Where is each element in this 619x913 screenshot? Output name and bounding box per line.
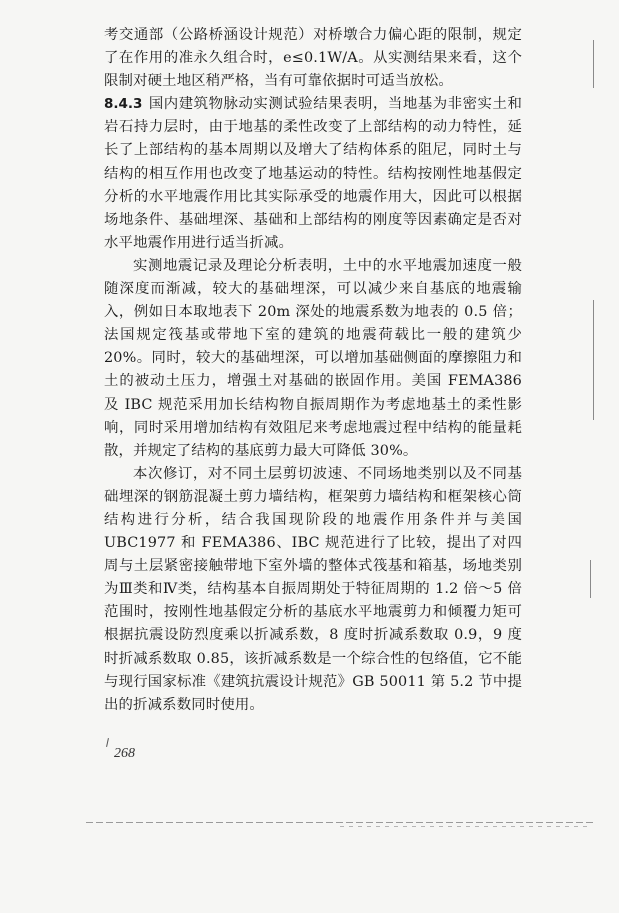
paragraph-3 <box>104 255 522 463</box>
paragraph-4-text: 本次修订，对不同土层剪切波速、不同场地类别以及不同基础埋深的钢筋混凝土剪力墙结构，框架剪力墙结构和框架核心筒结构进行分析，结合我国现阶段的地震作用条件并与美国 UBC1977 和 FEMA386、IBC 规范进行了比较，提出了对四周与土层紧密接触带地下室外墙的整体式筏基和箱基，场地类别为Ⅲ类和Ⅳ类，结构基本自振周期处于特征周期的 1.2 倍～5 倍范围时，按刚性地基假定分析的基底水平地震剪力和倾覆力矩可根据抗震设防烈度乘以折减系数，8 度时折减系数取 0.9，9 度时折减系数取 0.85，该折减系数是一个综合性的包络值，它不能与现行国家标准《建筑抗震设计规范》GB 50011 第 5.2 节中提出的折减系数同时使用。 <box>104 465 522 713</box>
section-number: 8.4.3 <box>104 96 143 113</box>
paragraph-1 <box>104 24 522 93</box>
paragraph-4 <box>104 463 522 717</box>
paragraph-1-text: 考交通部（公路桥涵设计规范）对桥墩合力偏心距的限制，规定了在作用的准永久组合时，e≤0.1W/A。从实测结果来看，这个限制对硬土地区稍严格，当有可靠依据时可适当放松。 <box>104 27 522 90</box>
scan-mark <box>106 738 109 747</box>
paragraph-2-text: 国内建筑物脉动实测试验结果表明，当地基为非密实土和岩石持力层时，由于地基的柔性改变了上部结构的动力特性，延长了上部结构的基本周期以及增大了结构体系的阻尼，同时土与结构的相互作用也改变了地基运动的特性。结构按刚性地基假定分析的水平地震作用比其实际承受的地震作用大，因此可以根据场地条件、基础埋深、基础和上部结构的刚度等因素确定是否对水平地震作用进行适当折减。 <box>104 96 522 251</box>
body-text <box>104 24 522 717</box>
scan-edge-line <box>340 826 590 827</box>
scan-edge-line <box>593 300 594 420</box>
paragraph-3-text: 实测地震记录及理论分析表明，土中的水平地震加速度一般随深度而渐减，较大的基础埋深，可以减少来自基底的地震输入，例如日本取地表下 20m 深处的地震系数为地表的 0.5 倍；法国规定筏基或带地下室的建筑的地震荷载比一般的建筑少 20%。同时，较大的基础埋深，可以增加基础侧面的摩擦阻力和土的被动土压力，增强土对基础的嵌固作用。美国 FEMA386 及 IBC 规范采用加长结构物自振周期作为考虑地基土的柔性影响，同时采用增加结构有效阻尼来考虑地震过程中结构的能量耗散，并规定了结构的基底剪力最大可降低 30%。 <box>104 257 522 459</box>
scan-edge-line <box>590 560 591 598</box>
scan-edge-line <box>86 822 596 823</box>
scan-edge-line <box>593 40 594 88</box>
paragraph-2 <box>104 93 522 255</box>
page-number: 268 <box>114 746 135 761</box>
